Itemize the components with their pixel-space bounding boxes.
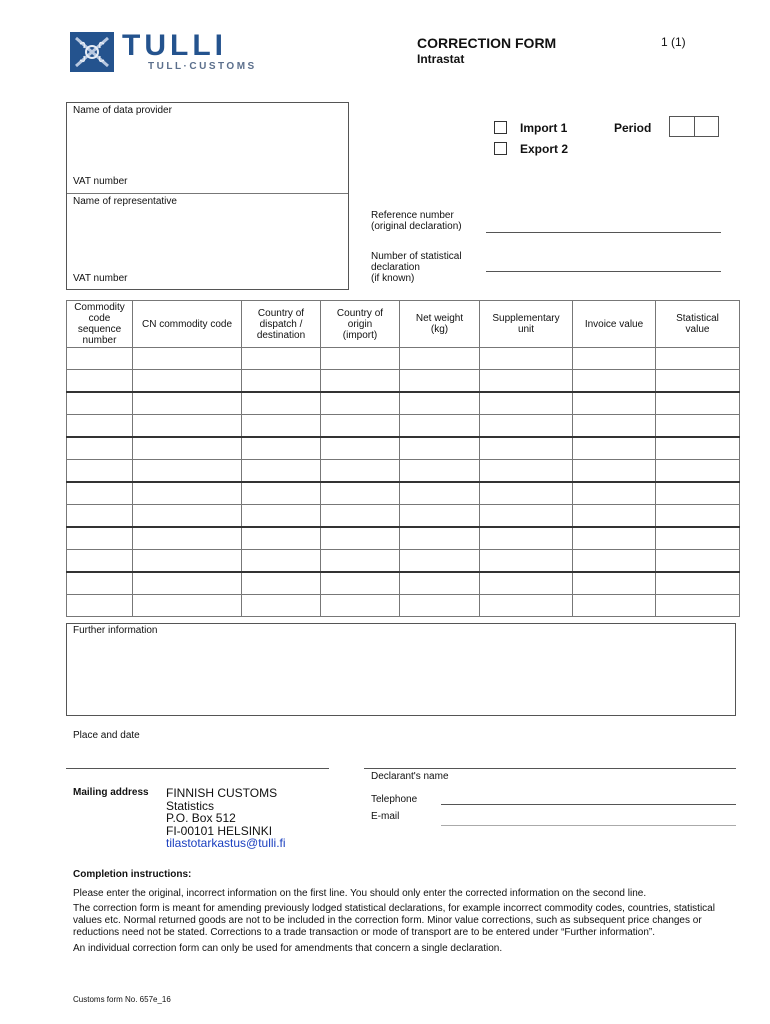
table-cell-input[interactable]: [242, 370, 321, 393]
table-cell-input[interactable]: [480, 348, 573, 370]
column-header-dispatch: Country of dispatch / destination: [242, 301, 321, 348]
statistical-declaration-label-line2: declaration: [371, 262, 420, 273]
table-cell-input[interactable]: [573, 572, 656, 595]
table-cell-input[interactable]: [321, 550, 400, 573]
further-information-box[interactable]: [66, 623, 736, 716]
telephone-label: Telephone: [371, 794, 418, 805]
table-cell-input[interactable]: [242, 460, 321, 483]
table-cell-input[interactable]: [480, 550, 573, 573]
table-cell-input[interactable]: [67, 595, 133, 617]
table-cell-input[interactable]: [656, 392, 740, 415]
import-checkbox[interactable]: [494, 121, 507, 134]
table-cell-input[interactable]: [321, 482, 400, 505]
table-row: [67, 572, 740, 595]
table-cell-input[interactable]: [133, 460, 242, 483]
table-cell-input[interactable]: [400, 392, 480, 415]
table-cell-input[interactable]: [67, 370, 133, 393]
period-input[interactable]: [669, 116, 719, 137]
table-row: [67, 482, 740, 505]
statistical-declaration-label-line3: (if known): [371, 273, 415, 284]
table-cell-input[interactable]: [242, 392, 321, 415]
table-cell-input[interactable]: [480, 415, 573, 438]
telephone-field[interactable]: [441, 804, 736, 805]
brand-subtitle: TULL·CUSTOMS: [148, 61, 257, 72]
table-row: [67, 415, 740, 438]
export-checkbox[interactable]: [494, 142, 507, 155]
place-and-date-field[interactable]: [66, 768, 329, 769]
instruction-paragraph-1: Please enter the original, incorrect information on the first line. You should only enter the corrected information on the second line.: [73, 888, 647, 899]
table-cell-input[interactable]: [67, 415, 133, 438]
table-cell-input[interactable]: [400, 482, 480, 505]
column-header-statistical: Statistical value: [656, 301, 740, 348]
table-cell-input[interactable]: [400, 437, 480, 460]
table-cell-input[interactable]: [656, 505, 740, 528]
period-label: Period: [614, 121, 652, 135]
mailing-line-4: FI-00101 HELSINKI: [166, 823, 273, 838]
column-header-supplementary: Supplementary unit: [480, 301, 573, 348]
table-row: [67, 392, 740, 415]
page-number: 1 (1): [661, 35, 686, 49]
customs-emblem-icon: [70, 32, 114, 72]
table-cell-input[interactable]: [67, 348, 133, 370]
table-cell-input[interactable]: [573, 370, 656, 393]
table-cell-input[interactable]: [321, 505, 400, 528]
table-cell-input[interactable]: [400, 460, 480, 483]
column-header-sequence: Commodity code sequence number: [67, 301, 133, 348]
table-cell-input[interactable]: [321, 370, 400, 393]
table-cell-input[interactable]: [480, 595, 573, 617]
table-cell-input[interactable]: [133, 527, 242, 550]
place-and-date-label: Place and date: [73, 730, 140, 741]
form-subtitle: Intrastat: [417, 52, 465, 66]
table-cell-input[interactable]: [480, 392, 573, 415]
table-cell-input[interactable]: [400, 348, 480, 370]
declarant-name-field[interactable]: [364, 768, 736, 769]
table-cell-input[interactable]: [67, 527, 133, 550]
table-cell-input[interactable]: [67, 482, 133, 505]
mailing-email-link[interactable]: tilastotarkastus@tulli.fi: [166, 836, 286, 850]
table-row: [67, 370, 740, 393]
table-cell-input[interactable]: [67, 437, 133, 460]
mailing-line-2: Statistics: [166, 798, 215, 813]
table-cell-input[interactable]: [656, 348, 740, 370]
table-row: [67, 527, 740, 550]
table-cell-input[interactable]: [242, 572, 321, 595]
reference-number-label-line2: (original declaration): [371, 221, 462, 232]
table-cell-input[interactable]: [480, 505, 573, 528]
table-cell-input[interactable]: [400, 527, 480, 550]
table-cell-input[interactable]: [400, 595, 480, 617]
name-of-representative-label: Name of representative: [73, 196, 177, 207]
further-information-label: Further information: [73, 625, 158, 636]
table-cell-input[interactable]: [242, 348, 321, 370]
table-cell-input[interactable]: [133, 482, 242, 505]
table-cell-input[interactable]: [400, 572, 480, 595]
table-cell-input[interactable]: [321, 527, 400, 550]
table-cell-input[interactable]: [133, 370, 242, 393]
table-cell-input[interactable]: [573, 415, 656, 438]
table-cell-input[interactable]: [573, 505, 656, 528]
table-cell-input[interactable]: [400, 415, 480, 438]
table-cell-input[interactable]: [480, 482, 573, 505]
export-label: Export 2: [520, 142, 569, 156]
table-cell-input[interactable]: [133, 595, 242, 617]
table-cell-input[interactable]: [480, 527, 573, 550]
table-cell-input[interactable]: [67, 460, 133, 483]
table-cell-input[interactable]: [242, 415, 321, 438]
table-cell-input[interactable]: [656, 482, 740, 505]
table-cell-input[interactable]: [321, 415, 400, 438]
form-number: Customs form No. 657e_16: [73, 995, 171, 1004]
table-cell-input[interactable]: [656, 437, 740, 460]
table-cell-input[interactable]: [321, 437, 400, 460]
table-cell-input[interactable]: [321, 572, 400, 595]
table-cell-input[interactable]: [321, 460, 400, 483]
mailing-line-3: P.O. Box 512: [166, 811, 236, 825]
table-cell-input[interactable]: [573, 348, 656, 370]
table-cell-input[interactable]: [656, 460, 740, 483]
table-cell-input[interactable]: [67, 550, 133, 573]
completion-instructions-title: Completion instructions:: [73, 869, 192, 880]
table-cell-input[interactable]: [242, 527, 321, 550]
table-cell-input[interactable]: [573, 460, 656, 483]
mailing-line-1: FINNISH CUSTOMS: [166, 786, 278, 800]
brand-name: TULLI: [122, 29, 227, 62]
table-cell-input[interactable]: [242, 482, 321, 505]
table-cell-input[interactable]: [656, 550, 740, 573]
reference-number-label-line1: Reference number: [371, 210, 454, 221]
statistical-declaration-label-line1: Number of statistical: [371, 251, 462, 262]
column-header-net-weight: Net weight (kg): [400, 301, 480, 348]
statistical-declaration-label: [371, 251, 462, 284]
table-header-row: [67, 301, 740, 348]
table-cell-input[interactable]: [67, 392, 133, 415]
table-cell-input[interactable]: [573, 550, 656, 573]
table-cell-input[interactable]: [400, 550, 480, 573]
table-cell-input[interactable]: [133, 505, 242, 528]
vat-number-label-1: VAT number: [73, 176, 128, 187]
name-of-data-provider-label: Name of data provider: [73, 105, 172, 116]
table-cell-input[interactable]: [656, 415, 740, 438]
commodity-table: [66, 300, 740, 617]
table-cell-input[interactable]: [242, 550, 321, 573]
table-cell-input[interactable]: [242, 437, 321, 460]
table-cell-input[interactable]: [656, 572, 740, 595]
table-cell-input[interactable]: [656, 527, 740, 550]
table-cell-input[interactable]: [67, 572, 133, 595]
table-row: [67, 437, 740, 460]
email-field[interactable]: [441, 825, 736, 826]
column-header-cn-code: CN commodity code: [133, 301, 242, 348]
mailing-address-label: Mailing address: [73, 787, 149, 798]
statistical-declaration-field[interactable]: [486, 271, 721, 272]
table-cell-input[interactable]: [480, 460, 573, 483]
table-cell-input[interactable]: [242, 595, 321, 617]
table-cell-input[interactable]: [133, 550, 242, 573]
table-cell-input[interactable]: [133, 415, 242, 438]
table-row: [67, 348, 740, 370]
table-cell-input[interactable]: [480, 370, 573, 393]
table-cell-input[interactable]: [133, 437, 242, 460]
table-cell-input[interactable]: [656, 595, 740, 617]
table-cell-input[interactable]: [133, 572, 242, 595]
table-row: [67, 505, 740, 528]
table-cell-input[interactable]: [480, 572, 573, 595]
table-row: [67, 550, 740, 573]
table-cell-input[interactable]: [321, 348, 400, 370]
reference-number-field[interactable]: [486, 232, 721, 233]
form-title: CORRECTION FORM: [417, 35, 557, 51]
table-cell-input[interactable]: [400, 370, 480, 393]
table-cell-input[interactable]: [480, 437, 573, 460]
import-label: Import 1: [520, 121, 568, 135]
table-cell-input[interactable]: [573, 392, 656, 415]
table-cell-input[interactable]: [133, 392, 242, 415]
declarant-name-label: Declarant's name: [371, 771, 449, 782]
table-cell-input[interactable]: [400, 505, 480, 528]
table-cell-input[interactable]: [573, 527, 656, 550]
data-provider-name-field[interactable]: [68, 118, 346, 173]
table-cell-input[interactable]: [133, 348, 242, 370]
instruction-paragraph-2: The correction form is meant for amending previously lodged statistical declarations, for example incorrect commodity codes, countries, statistical values etc. Normal returned goods are not to be included in the correction form. Minor value corrections, such as subsequent price changes or reductions need not be stated. Corrections to a trade transaction or mode of transport are to be entered under “Further information”.: [73, 903, 715, 938]
mailing-address: [166, 787, 286, 850]
column-header-invoice: Invoice value: [573, 301, 656, 348]
table-cell-input[interactable]: [656, 370, 740, 393]
table-cell-input[interactable]: [573, 482, 656, 505]
table-row: [67, 595, 740, 617]
column-header-origin: Country of origin (import): [321, 301, 400, 348]
table-cell-input[interactable]: [573, 437, 656, 460]
table-cell-input[interactable]: [67, 505, 133, 528]
email-label: E-mail: [371, 811, 400, 822]
table-cell-input[interactable]: [573, 595, 656, 617]
vat-number-label-2: VAT number: [73, 273, 128, 284]
representative-name-field[interactable]: [68, 208, 346, 268]
table-cell-input[interactable]: [242, 505, 321, 528]
reference-number-label: [371, 210, 462, 232]
instruction-paragraph-3: An individual correction form can only be used for amendments that concern a single declaration.: [73, 943, 503, 954]
table-cell-input[interactable]: [321, 392, 400, 415]
table-cell-input[interactable]: [321, 595, 400, 617]
customs-logo: [70, 30, 280, 74]
table-row: [67, 460, 740, 483]
